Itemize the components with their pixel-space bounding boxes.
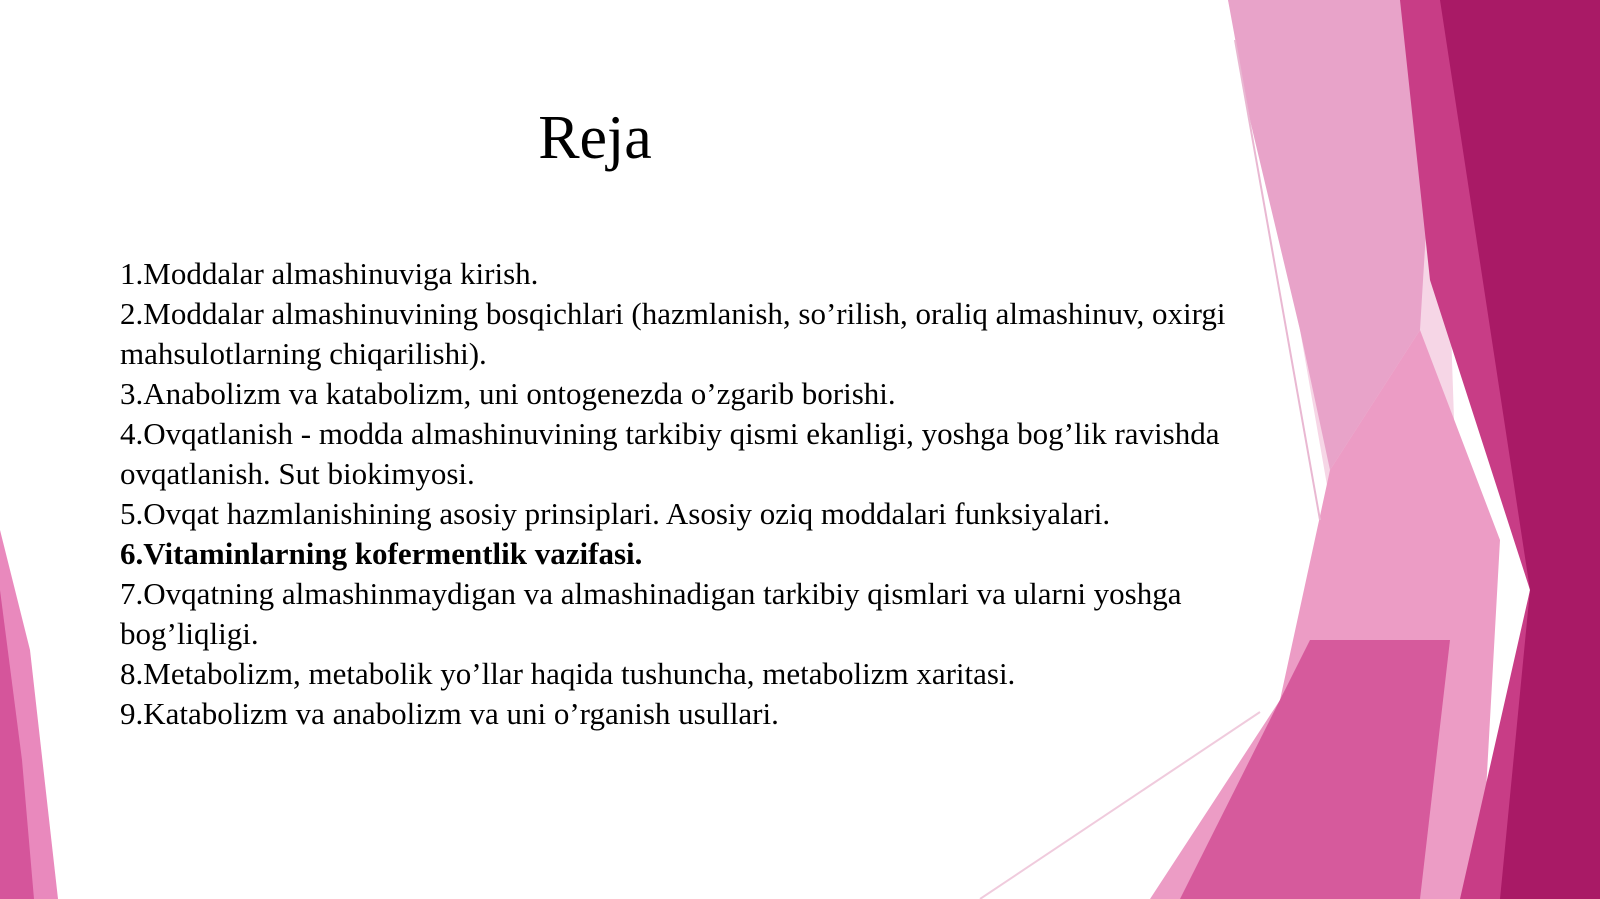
plan-item-8: 8.Metabolizm, metabolik yo’llar haqida tushuncha, metabolizm xaritasi. <box>120 656 1016 691</box>
plan-item-2: 2.Moddalar almashinuvining bosqichlari (hazmlanish, so’rilish, oraliq almashinuv, oxirgi mahsulotlarning chiqarilishi). <box>120 296 1226 371</box>
plan-item-4: 4.Ovqatlanish - modda almashinuvining tarkibiy qismi ekanligi, yoshga bog’lik ravishda ovqatlanish. Sut biokimyosi. <box>120 416 1220 491</box>
plan-list <box>120 254 1280 734</box>
plan-item-3: 3.Anabolizm va katabolizm, uni ontogenezda o’zgarib borishi. <box>120 376 896 411</box>
plan-item-6: 6.Vitaminlarning kofermentlik vazifasi. <box>120 536 643 571</box>
plan-item-5: 5.Ovqat hazmlanishining asosiy prinsiplari. Asosiy oziq moddalari funksiyalari. <box>120 496 1111 531</box>
plan-item-9: 9.Katabolizm va anabolizm va uni o’rganish usullari. <box>120 696 779 731</box>
plan-item-1: 1.Moddalar almashinuviga kirish. <box>120 256 539 291</box>
slide-title: Reja <box>538 104 652 172</box>
plan-item-7: 7.Ovqatning almashinmaydigan va almashinadigan tarkibiy qismlari va ularni yoshga bog’liqligi. <box>120 576 1182 651</box>
